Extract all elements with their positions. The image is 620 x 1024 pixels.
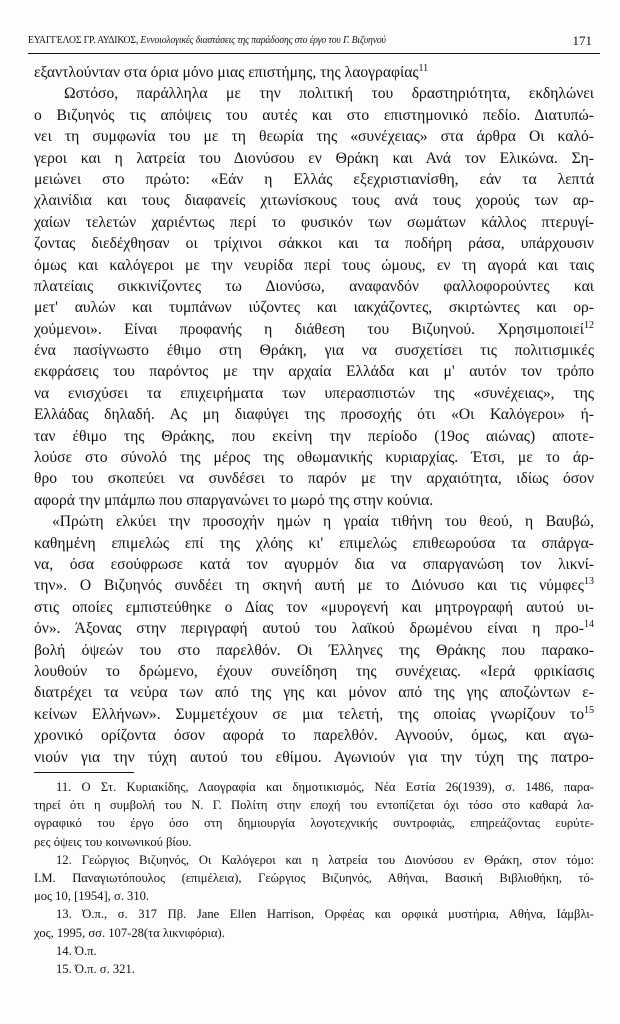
text-line: βολή όψεών του στο παρελθόν. Οι Έλληνες της Θράκης που παρακο- xyxy=(34,641,594,659)
footnote-ref-14: 14 xyxy=(584,618,594,630)
footnote-line: τηρεί ότι η συμβολή του Ν. Γ. Πολίτη στην εποχή του εντοπίζεται όχι τόσο στο καθαρά λα- xyxy=(34,798,594,813)
footnote-ref-13: 13 xyxy=(584,576,594,588)
text-line: διατρέχει τα νεύρα των από της γης και μόνον από της γης αποζώντων ε- xyxy=(34,684,594,702)
text-line xyxy=(34,704,594,725)
running-header xyxy=(28,33,600,54)
running-head xyxy=(28,35,386,46)
text-line: χρονικό ορίζοντα όσον αφορά το παρελθόν. Αγνοούν, όμως, και αγω- xyxy=(34,727,594,745)
text-line xyxy=(34,575,594,596)
line-text: την». Ο Βιζυηνός συνδέει τη σκηνή αυτή με το Διόνυσο και τις νύμφες xyxy=(34,577,584,595)
line-text: εξαντλούνταν στα όρια μόνο μιας επιστήμης, της λαογραφίας xyxy=(34,64,419,81)
text-line: ζοντας διεδέχθησαν οι τρίχινοι σάκκοι και τα ποδήρη ράσα, υπάρχουσιν xyxy=(34,235,594,253)
footnote-line: μος 10, [1954], σ. 310. xyxy=(34,889,150,904)
line-text: όν». Άξονας στην περιγραφή αυτού του λαϊκού δρωμένου είναι η προ- xyxy=(34,620,584,638)
text-line: καθημένη επιμελώς επί της χλόης κι' επιμελώς επιθεωρούσα τα σπάργα- xyxy=(34,534,594,552)
footnote-line: 14. Ό.π. xyxy=(56,943,97,958)
footnote-line: 13. Ό.π., σ. 317 Πβ. Jane Ellen Harrison, Ορφέας και ορφικά μυστήρια, Αθήνα, Ιάμβλι- xyxy=(56,907,594,922)
text-line: νιούν για την τύχη αυτού του εθίμου. Αγωνιούν για την τύχη της πατρο- xyxy=(34,748,594,766)
text-line: γεροι και η λατρεία του Διονύσου εν Θράκη και Ανά τον Ελικώνα. Ση- xyxy=(34,149,594,167)
text-line: αφορά την μπάμπω που σπαργανώνει το μωρό της στην κούνια. xyxy=(34,491,434,509)
text-line: Ωστόσο, παράλληλα με την πολιτική του δραστηριότητα, εκδηλώνει xyxy=(64,85,594,103)
text-line: να, όσα εσούφρωσε κατά τον αγυρμόν δια να σπαργανώση τον λικνί- xyxy=(34,555,594,573)
footnote-line: ρες όψεις του κοινωνικού βίου. xyxy=(34,834,192,849)
running-head-author: ΕΥΑΓΓΕΛΟΣ ΓΡ. ΑΥΔΙΚΟΣ, xyxy=(28,35,141,46)
footnote-line: 15. Ό.π. σ. 321. xyxy=(56,961,135,976)
footnote-line: 11. Ο Στ. Κυριακίδης, Λαογραφία και δημοτικισμός, Νέα Εστία 26(1939), σ. 1486, παρα- xyxy=(56,780,594,794)
footnote-divider xyxy=(34,772,134,773)
line-text: χούμενοι». Είναι προφανής η διάθεση του Βιζυηνού. Χρησιμοποιεί xyxy=(34,320,584,338)
text-line: ο Βιζυηνός τις απόψεις του αυτές και στο επιστημονικό πεδίο. Διατυπώ- xyxy=(34,106,594,124)
footnote-ref-11: 11 xyxy=(418,62,429,74)
text-line: «Πρώτη ελκύει την προσοχήν ημών η γραία τιθήνη του θεού, η Βαυβώ, xyxy=(52,513,594,531)
text-line xyxy=(34,618,594,639)
footnote-line: 12. Γεώργιος Βιζυηνός, Οι Καλόγεροι και η λατρεία του Διονύσου εν Θράκη, στον τόμο: xyxy=(56,852,594,867)
text-line: ένα πασίγνωστο έθιμο στη Θράκη, για να συσχετίσει τις πολιτισμικές xyxy=(34,342,594,360)
text-line: λούσε στο σύνολό της μέρος της οθωμανικής κυριαρχίας. Έτσι, με το άρ- xyxy=(34,449,594,467)
line-text: κείνων Ελλήνων». Συμμετέχουν σε μια τελετή, της οποίας γνωρίζουν το xyxy=(34,705,584,723)
text-line: νει τη συμφωνία του με τη θεωρία της «συνέχειας» στα άρθρα Οι καλό- xyxy=(34,128,594,146)
footnote-line: χος, 1995, σσ. 107-28(τα λικνιφόρια). xyxy=(34,925,225,940)
text-line: να ενισχύσει τα επιχειρήματα των υπερασπιστών της «συνέχειας», της xyxy=(34,384,594,402)
footnote-line: Ι.Μ. Παναγιωτόπουλος (επιμέλεια), Γεώργιος Βιζυηνός, Αθήναι, Βασική Βιβλιοθήκη, τό- xyxy=(34,870,594,885)
text-line: μειώνει στο πρώτο: «Εάν η Ελλάς εξεχριστιανίσθη, εάν τα λεπτά xyxy=(34,170,594,188)
text-line: ταν έθιμο της Θράκης, που εκείνη την περίοδο (19ος αιώνας) αποτε- xyxy=(34,427,594,445)
text-line: στις οποίες εμπιστεύθηκε ο Δίας τον «μυρογενή και μητρογραφή αυτού υι- xyxy=(34,598,594,616)
text-line: λουθούν το δρώμενο, έχουν συνείδηση της συνέχειας. «Ιερά φρικίασις xyxy=(34,662,594,680)
text-line xyxy=(34,319,594,340)
text-line: πλατείαις σικκινίζοντες τω Διονύσω, αναφανδόν φαλλοφορούντες και xyxy=(34,277,594,295)
footnote-ref-12: 12 xyxy=(584,319,594,331)
running-head-title: Εννοιολογικές διαστάσεις της παράδοσης στο έργο του Γ. Βιζυηνού xyxy=(140,35,386,46)
page-number: 171 xyxy=(572,33,592,48)
footnotes xyxy=(34,778,594,978)
text-line: χαίων τελετών χαριέντως περί το φυσικόν των σωμάτων κάλλος πτερυγί- xyxy=(34,213,594,231)
text-line: μετ' αυλών και τυμπάνων ιύζοντες και ιακχάζοντες, σκιρτώντες και ορ- xyxy=(34,299,594,317)
text-line xyxy=(34,62,594,83)
main-text xyxy=(34,62,594,768)
text-line: εκφράσεις του παρόντος με την αρχαία Ελλάδα και μ' αυτόν τον τρόπο xyxy=(34,363,594,381)
text-line: όμως και καλόγεροι με την νευρίδα περί τους ώμους, εν τη αγορά και ταις xyxy=(34,256,594,274)
text-line: θρο του σκοπεύει να συνδέσει το παρόν με την αρχαιότητα, ιδίως όσον xyxy=(34,470,594,488)
footnote-ref-15: 15 xyxy=(584,704,594,716)
text-line: χλαινίδια και τους διαφανείς χιτωνίσκους τους ανά τους χορούς των αρ- xyxy=(34,192,594,210)
text-line: Ελλάδας δηλαδή. Ας μη διαφύγει της προσοχής ότι «Οι Καλόγεροι» ή- xyxy=(34,406,594,424)
footnote-line: ογραφικό του έργο όσο στη δημιουργία λογοτεχνικής συντροφιάς, επηρεάζοντας ευρύτε- xyxy=(34,816,594,831)
